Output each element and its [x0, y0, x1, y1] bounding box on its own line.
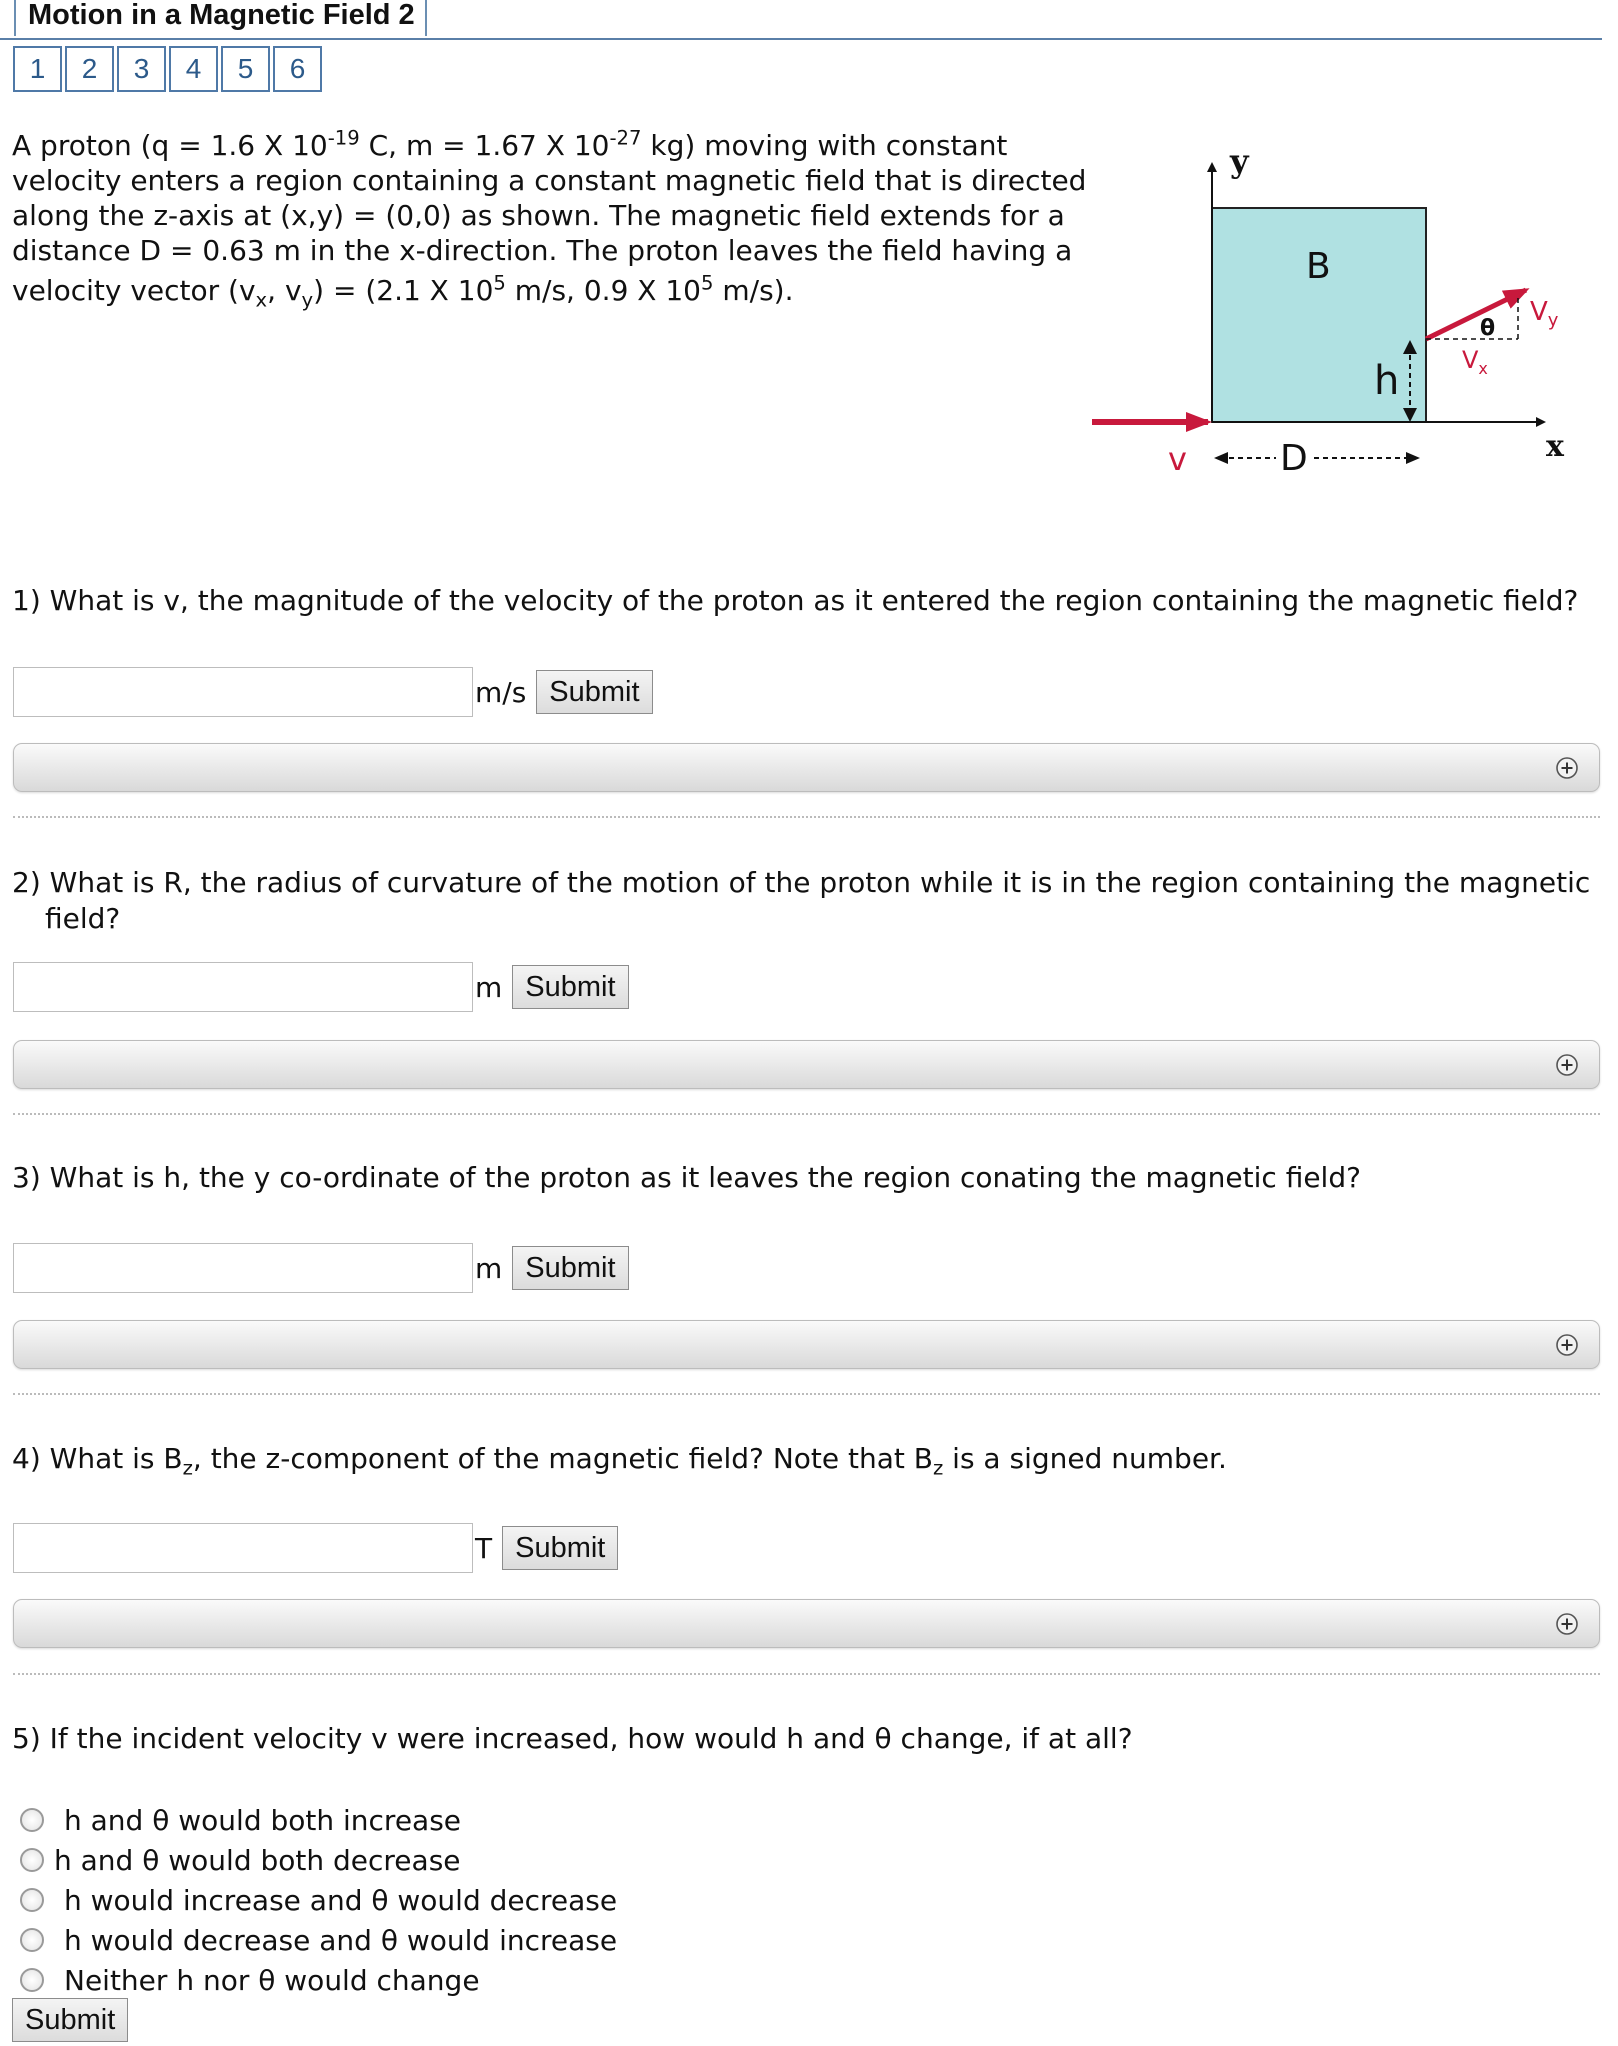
plus-icon: [1555, 1333, 1579, 1357]
submit-button-3[interactable]: Submit: [512, 1246, 628, 1290]
question-5: [12, 1721, 1133, 1757]
option-label: h would decrease and θ would increase: [64, 1923, 618, 1957]
radio-button[interactable]: [20, 1888, 44, 1912]
tab-part-4[interactable]: 4: [169, 46, 218, 92]
answer-row-4: [13, 1523, 618, 1573]
exit-velocity-arrow: [1426, 290, 1526, 339]
hint-expander-1[interactable]: [13, 743, 1600, 792]
statement-line-2: velocity enters a region containing a constant magnetic field that is directed: [12, 164, 1087, 197]
option-3[interactable]: [20, 1880, 617, 1920]
plus-icon: [1555, 1612, 1579, 1636]
theta-label: θ: [1480, 316, 1496, 341]
option-label: h would increase and θ would decrease: [64, 1883, 618, 1917]
question-3: [12, 1160, 1361, 1196]
tab-part-3[interactable]: 3: [117, 46, 166, 92]
answer-options: [20, 1800, 617, 2000]
separator: [13, 816, 1600, 818]
hint-expander-2[interactable]: [13, 1040, 1600, 1089]
question-2: [12, 865, 1602, 937]
hint-expander-4[interactable]: [13, 1599, 1600, 1648]
option-label: h and θ would both increase: [64, 1803, 462, 1837]
statement-line-3: along the z-axis at (x,y) = (0,0) as shown. The magnetic field extends for a: [12, 199, 1065, 232]
unit-label: T: [475, 1531, 493, 1565]
option-5[interactable]: [20, 1960, 617, 2000]
problem-statement: [12, 126, 1092, 312]
question-4: [12, 1441, 1227, 1480]
question-text: What is h, the y co-ordinate of the proton as it leaves the region conating the magnetic field?: [49, 1161, 1361, 1194]
submit-button-2[interactable]: Submit: [512, 965, 628, 1009]
x-axis-label: x: [1546, 429, 1564, 464]
tab-part-1[interactable]: 1: [13, 46, 62, 92]
separator: [13, 1393, 1600, 1395]
submit-button-5[interactable]: Submit: [12, 1998, 128, 2042]
submit-button-1[interactable]: Submit: [536, 670, 652, 714]
hint-expander-3[interactable]: [13, 1320, 1600, 1369]
answer-input-3[interactable]: [13, 1243, 473, 1293]
option-label: Neither h nor θ would change: [64, 1963, 480, 1997]
v-label: v: [1168, 440, 1187, 478]
question-text-continued: field?: [45, 902, 121, 935]
magnetic-field-diagram: [1088, 140, 1568, 480]
question-number: 1): [12, 584, 41, 617]
part-tabs: [13, 46, 325, 92]
unit-label: m/s: [475, 675, 527, 709]
option-2[interactable]: [20, 1840, 617, 1880]
question-text: If the incident velocity v were increased, how would h and θ change, if at all?: [49, 1722, 1133, 1755]
radio-button[interactable]: [20, 1808, 44, 1832]
submit-button-4[interactable]: Submit: [502, 1526, 618, 1570]
question-text: What is R, the radius of curvature of the motion of the proton while it is in the region containing the magnetic: [49, 866, 1591, 899]
tab-part-6[interactable]: 6: [273, 46, 322, 92]
option-1[interactable]: [20, 1800, 617, 1840]
question-number: 5): [12, 1722, 41, 1755]
question-text: What is v, the magnitude of the velocity of the proton as it entered the region containing the magnetic field?: [49, 584, 1579, 617]
option-4[interactable]: [20, 1920, 617, 1960]
d-label: D: [1280, 438, 1308, 479]
field-label: B: [1306, 246, 1331, 287]
radio-button[interactable]: [20, 1928, 44, 1952]
radio-button[interactable]: [20, 1848, 44, 1872]
radio-button[interactable]: [20, 1968, 44, 1992]
question-number: 4): [12, 1442, 41, 1475]
answer-input-4[interactable]: [13, 1523, 473, 1573]
vx-label: $V_x$: [1462, 346, 1488, 378]
answer-row-3: [13, 1243, 629, 1293]
question-text: What is $B_z$, the z-component of the magnetic field? Note that $B_z$ is a signed number.: [49, 1442, 1227, 1480]
tab-part-2[interactable]: 2: [65, 46, 114, 92]
plus-icon: [1555, 756, 1579, 780]
answer-row-2: [13, 962, 629, 1012]
answer-row-1: [13, 667, 653, 717]
tab-part-5[interactable]: 5: [221, 46, 270, 92]
plus-icon: [1555, 1053, 1579, 1077]
statement-line-1: A proton (q = 1.6 X $10^{-19}$ C, m = 1.67 X $10^{-27}$ kg) moving with constant: [12, 126, 1008, 162]
question-number: 3): [12, 1161, 41, 1194]
title-bar: [0, 0, 1602, 40]
vy-label: $V_y$: [1530, 297, 1559, 331]
separator: [13, 1673, 1600, 1675]
statement-line-4: distance D = 0.63 m in the x-direction. The proton leaves the field having a: [12, 234, 1073, 267]
problem-title: Motion in a Magnetic Field 2: [14, 0, 427, 36]
separator: [13, 1113, 1600, 1115]
question-1: [12, 583, 1578, 619]
question-number: 2): [12, 866, 41, 899]
answer-input-1[interactable]: [13, 667, 473, 717]
y-axis-label: y: [1230, 142, 1249, 180]
unit-label: m: [475, 1251, 503, 1285]
unit-label: m: [475, 970, 503, 1004]
option-label: h and θ would both decrease: [54, 1843, 461, 1877]
h-label: h: [1374, 358, 1400, 404]
answer-input-2[interactable]: [13, 962, 473, 1012]
statement-line-5: velocity vector ($v_x$, $v_y) = (2.1$ X $10^5$ m/s, 0.9 X $10^5$ m/s).: [12, 271, 794, 312]
